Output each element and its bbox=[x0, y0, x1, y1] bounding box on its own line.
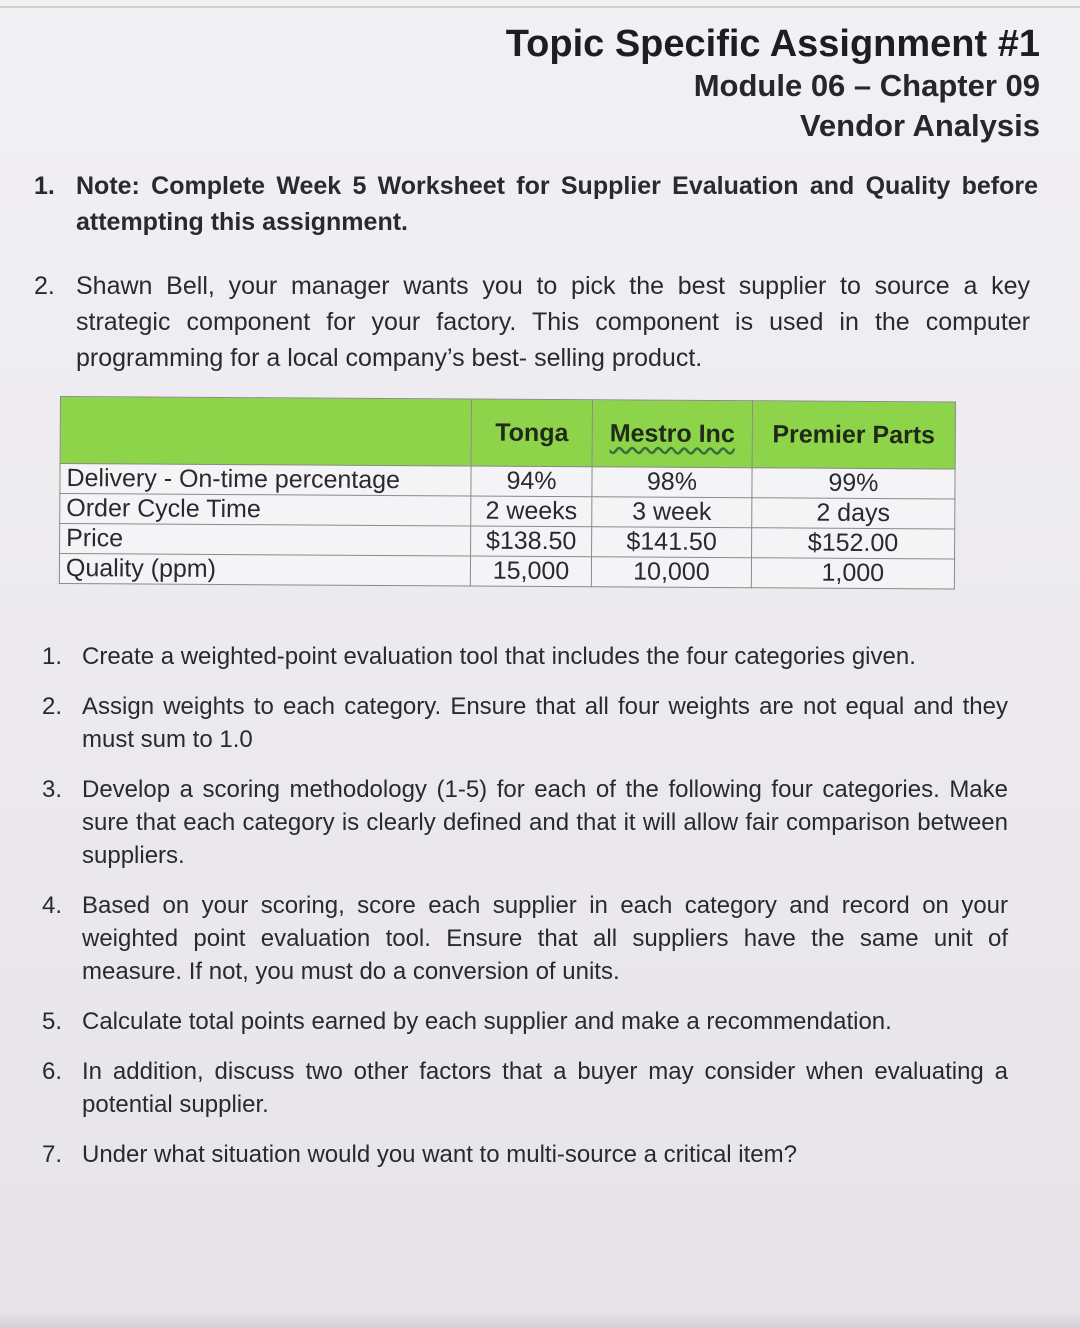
scenario-item bbox=[34, 268, 1030, 376]
step-number: 5. bbox=[42, 1008, 63, 1035]
note-text: Note: Complete Week 5 Worksheet for Supplier Evaluation and Quality before attempting this assignment. bbox=[76, 172, 1038, 236]
vendor-comparison-table bbox=[59, 396, 956, 589]
list-item bbox=[42, 1005, 1008, 1038]
table-row bbox=[60, 494, 955, 529]
scenario-number: 2. bbox=[34, 272, 55, 300]
table-cell: $138.50 bbox=[471, 526, 592, 557]
page-top-rule bbox=[0, 6, 1080, 8]
row-label: Order Cycle Time bbox=[60, 494, 471, 527]
list-item bbox=[42, 690, 1008, 756]
step-text: Assign weights to each category. Ensure that all four weights are not equal and they must sum to 1.0 bbox=[82, 693, 1008, 753]
table-cell: $152.00 bbox=[751, 528, 954, 559]
list-item bbox=[42, 1055, 1008, 1121]
assignment-steps-list bbox=[42, 640, 1008, 1188]
table-cell: 1,000 bbox=[751, 558, 954, 589]
document-header bbox=[506, 22, 1040, 146]
table-row bbox=[60, 464, 955, 499]
table-header-row bbox=[60, 397, 955, 469]
row-label: Price bbox=[60, 524, 471, 557]
row-label: Quality (ppm) bbox=[59, 554, 470, 587]
step-number: 3. bbox=[42, 776, 63, 803]
table-cell: 98% bbox=[592, 467, 752, 498]
table-cell: 15,000 bbox=[470, 556, 591, 587]
module-chapter: Module 06 – Chapter 09 bbox=[693, 68, 1040, 103]
mestro-label: Mestro Inc bbox=[609, 419, 735, 449]
table-row bbox=[59, 554, 954, 589]
list-item bbox=[42, 889, 1008, 988]
step-text: Based on your scoring, score each supplier in each category and record on your weighted point evaluation tool. Ensure that all suppliers have the same unit of measure. If not, you must do a conversion of units. bbox=[82, 892, 1008, 985]
page-title: Topic Specific Assignment #1 bbox=[505, 23, 1040, 65]
header-blank-cell bbox=[60, 397, 471, 467]
table-cell: 2 weeks bbox=[471, 496, 592, 527]
step-number: 1. bbox=[42, 643, 63, 670]
assignment-subject: Vendor Analysis bbox=[799, 108, 1040, 143]
column-header-tonga: Tonga bbox=[471, 399, 593, 467]
screen-bottom-shadow bbox=[0, 1310, 1080, 1328]
table-cell: 94% bbox=[471, 466, 592, 497]
step-text: Create a weighted-point evaluation tool that includes the four categories given. bbox=[82, 643, 916, 670]
step-number: 7. bbox=[42, 1141, 63, 1168]
table-cell: 99% bbox=[752, 468, 955, 499]
column-header-mestro bbox=[592, 400, 752, 468]
table-cell: 2 days bbox=[752, 498, 955, 529]
step-text: Under what situation would you want to multi-source a critical item? bbox=[82, 1141, 797, 1168]
table-cell: $141.50 bbox=[592, 527, 752, 558]
list-item bbox=[42, 1138, 1008, 1171]
column-header-premier: Premier Parts bbox=[752, 401, 956, 469]
table-cell: 3 week bbox=[592, 497, 752, 528]
scenario-text: Shawn Bell, your manager wants you to pick the best supplier to source a key strategic component for your factory. This component is used in the computer programming for a local company’s best- selling product. bbox=[76, 272, 1030, 372]
list-item bbox=[42, 640, 1008, 673]
step-number: 4. bbox=[42, 892, 63, 919]
table-cell: 10,000 bbox=[591, 557, 751, 588]
note-number: 1. bbox=[34, 172, 55, 200]
step-text: In addition, discuss two other factors that a buyer may consider when evaluating a potential supplier. bbox=[82, 1058, 1008, 1118]
step-number: 6. bbox=[42, 1058, 63, 1085]
step-text: Calculate total points earned by each supplier and make a recommendation. bbox=[82, 1008, 892, 1035]
step-number: 2. bbox=[42, 693, 63, 720]
list-item bbox=[42, 773, 1008, 872]
step-text: Develop a scoring methodology (1-5) for each of the following four categories. Make sure that each category is clearly defined and that it will allow fair comparison between suppliers. bbox=[82, 776, 1008, 869]
row-label: Delivery - On-time percentage bbox=[60, 464, 471, 497]
note-item bbox=[34, 168, 1038, 240]
